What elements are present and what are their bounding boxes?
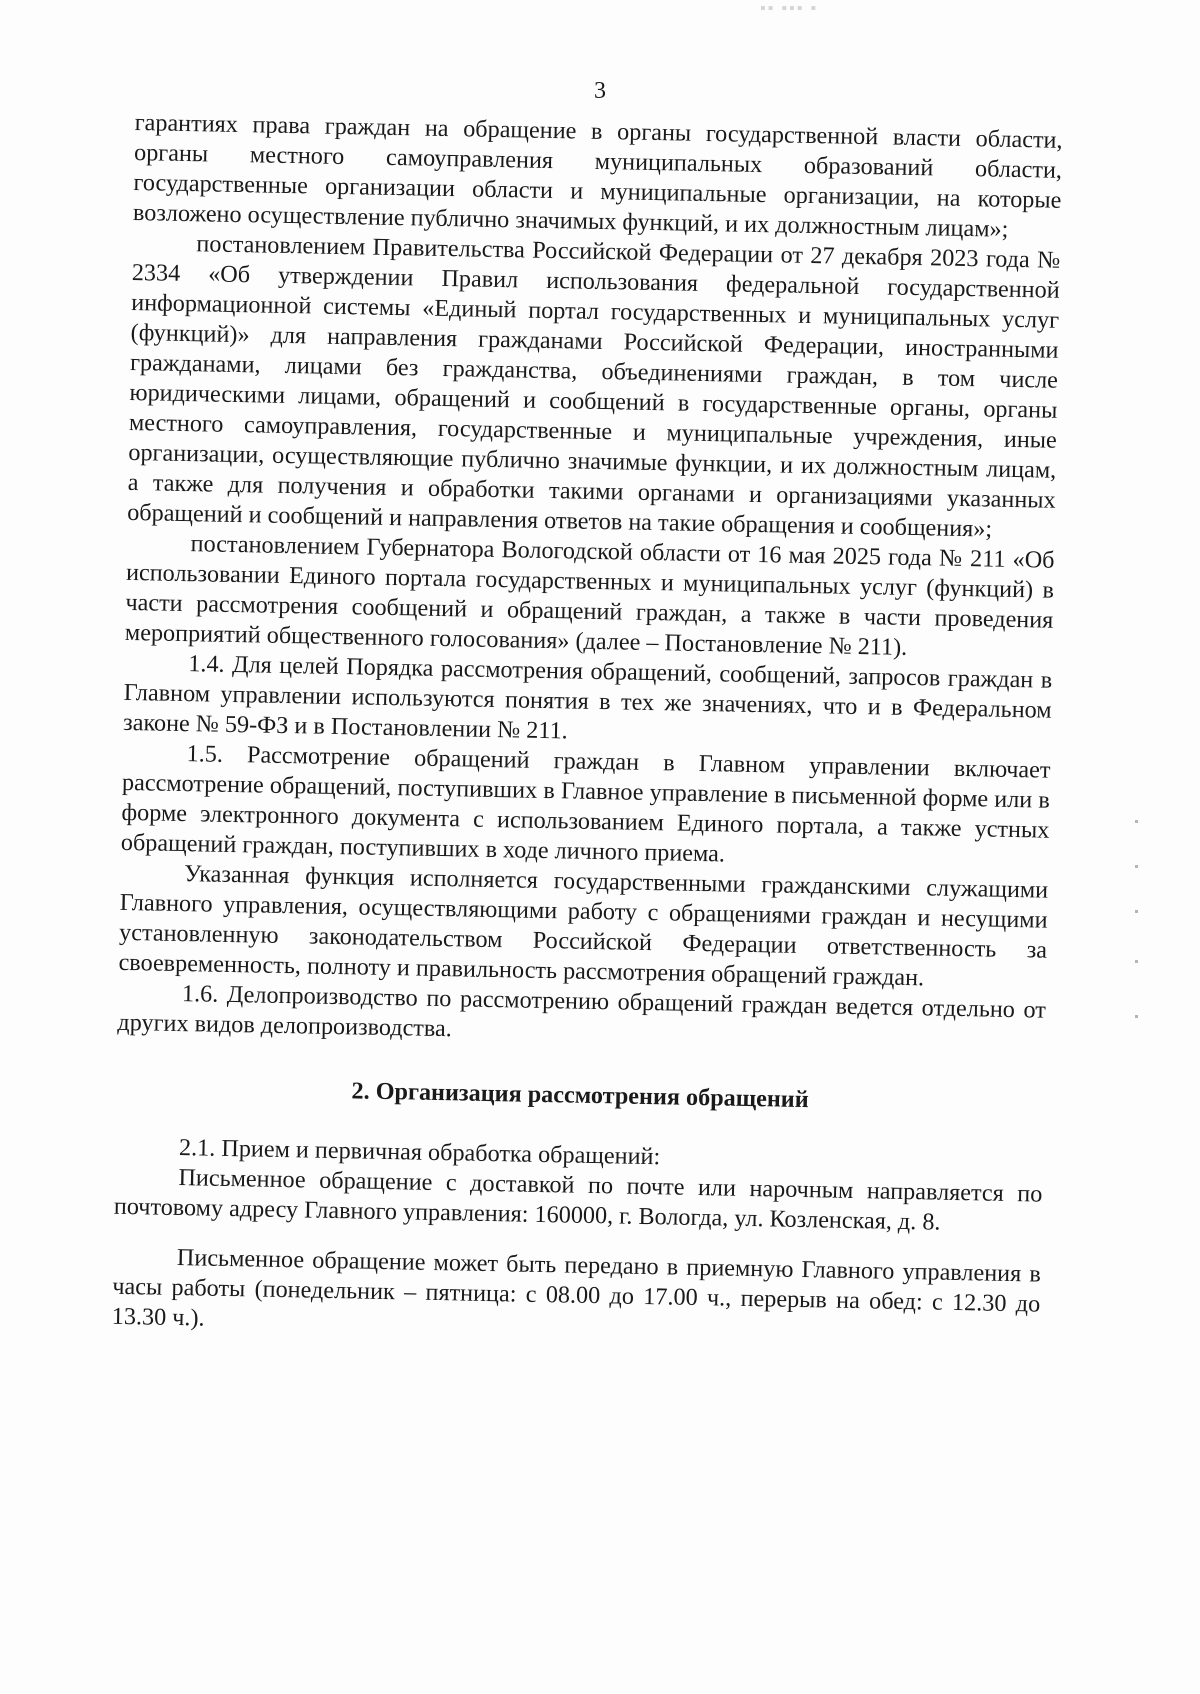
paragraph-function-performers: Указанная функция исполняется государственными гражданскими служащими Главного управления, осуществляющими работу с обращениями граждан и несущими установленную законодательством Российской Федерации ответственность за своевременность, полноту и правильность рассмотрения обращений граждан. xyxy=(118,860,1049,992)
paragraph-postal-address: Письменное обращение с доставкой по почте или нарочным направляется по почтовому адресу Главного управления: 160000, г. Вологда, ул. Козленская, д. 8. xyxy=(113,1164,1043,1236)
paragraph-1-6: 1.6. Делопроизводство по рассмотрению обращений граждан ведется отдельно от других видов делопроизводства. xyxy=(117,980,1047,1043)
paragraph-governor-resolution-211: постановлением Губернатора Вологодской области от 16 мая 2025 года № 211 «Об использовании Единого портала государственных и муниципальных услуг (функций) в части рассмотрения сообщений и обращений граждан, а также в части проведения мероприятий общественного голосования» (далее – Постановление № 211). xyxy=(124,530,1055,661)
scan-artifact: ▪▪ ▪▪▪ ▪ xyxy=(760,0,819,17)
paragraph-continuation: гарантиях права граждан на обращение в органы государственной власти области, органы местного самоуправления муниципальных образований области, государственные организации области и муниципальные организации, на которые возложено осуществление публично значимых функций, и их должностным лицам»; xyxy=(132,108,1063,243)
scan-edge-marks xyxy=(1135,820,1138,1020)
paragraph-government-resolution-2334: постановлением Правительства Российской Федерации от 27 декабря 2023 года № 2334 «Об утверждении Правил использования федеральной государственной информационной системы «Единый портал государственных и муниципальных услуг (функций)» для направления гражданами Российской Федерации, иностранными гражданами, лицами без гражданства, объединениями граждан, в том числе юридическими лицами, обращений и сообщений в государственные органы, органы местного самоуправления, государственные и муниципальные учреждения, иные организации, осуществляющие публично значимые функции, и их должностным лицам, а также для получения и обработки такими органами и организациями указанных обращений и сообщений и направления ответов на такие обращения и сообщения»; xyxy=(126,230,1061,543)
paragraph-reception-hours: Письменное обращение может быть передано в приемную Главного управления в часы работы (понедельник – пятница: с 08.00 до 17.00 ч., перерыв на обед: с 12.30 до 13.30 ч.). xyxy=(111,1244,1042,1332)
paragraph-2-1: 2.1. Прием и первичная обработка обращений: xyxy=(178,1134,661,1171)
paragraph-1-5: 1.5. Рассмотрение обращений граждан в Главном управлении включает рассмотрение обращений, поступивших в Главное управление в письменной форме или в форме электронного документа с использованием Единого портала, а также устных обращений граждан, поступивших в ходе личного приема. xyxy=(120,740,1051,868)
paragraph-1-4: 1.4. Для целей Порядка рассмотрения обращений, сообщений, запросов граждан в Главном управлении используются понятия в тех же значениях, что и в Федеральном законе № 59-ФЗ и в Постановлении № 211. xyxy=(122,650,1053,745)
document-body xyxy=(112,108,1063,1350)
page-number: 3 xyxy=(594,78,606,104)
section-heading: 2. Организация рассмотрения обращений xyxy=(351,1077,809,1114)
